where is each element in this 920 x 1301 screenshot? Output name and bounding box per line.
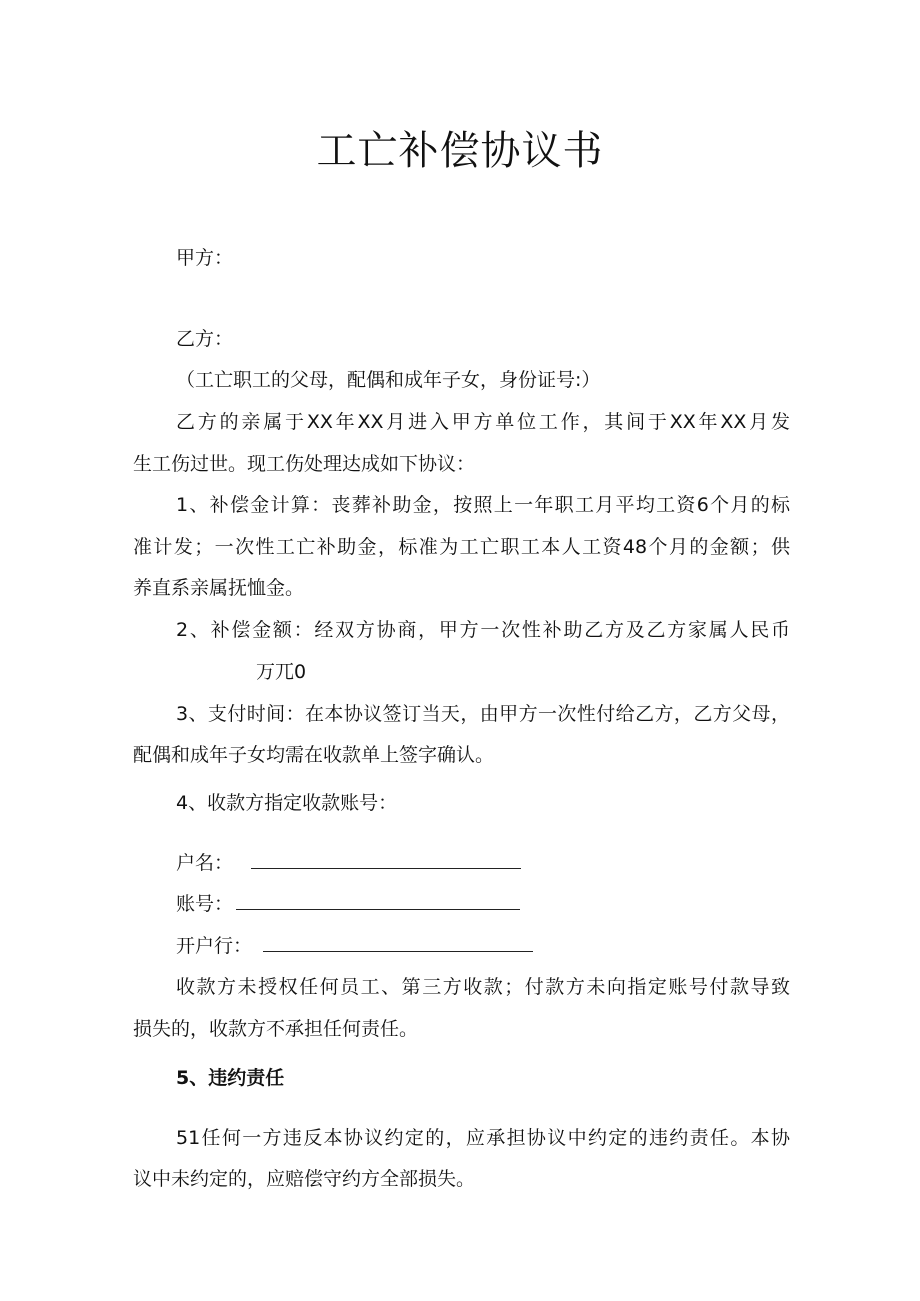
clause-5-line-2: 议中未约定的，应赔偿守约方全部损失。: [133, 1168, 476, 1190]
bank-row: [176, 932, 533, 960]
clause-3-line-2: 配偶和成年子女均需在收款单上签字确认。: [133, 744, 495, 766]
party-a-label: 甲方：: [176, 247, 234, 269]
clause-2-amount-unit: 万兀0: [256, 661, 307, 683]
account-number-blank[interactable]: [236, 890, 520, 910]
clause-4-heading: 4、收款方指定收款账号：: [176, 792, 398, 814]
account-number-row: [176, 890, 520, 918]
bank-label: 开户行：: [176, 935, 253, 957]
account-name-row: [176, 849, 521, 877]
account-name-label: 户名：: [176, 852, 234, 874]
clause-4-note-line-2: 损失的，收款方不承担任何责任。: [133, 1018, 419, 1040]
account-name-blank[interactable]: [251, 849, 521, 869]
clause-5-heading: 5、违约责任: [176, 1067, 285, 1089]
party-b-note: （工亡职工的父母，配偶和成年子女，身份证号:）: [176, 369, 601, 391]
clause-4-note-line-1: 收款方未授权任何员工、第三方收款；付款方未向指定账号付款导致: [176, 976, 790, 998]
clause-1-line-2: 准计发；一次性工亡补助金，标准为工亡职工本人工资48个月的金额；供: [133, 536, 790, 558]
account-number-label: 账号：: [176, 893, 234, 915]
intro-line-1: 乙方的亲属于XX年XX月进入甲方单位工作，其间于XX年XX月发: [176, 411, 790, 433]
document-title: 工亡补偿协议书: [316, 128, 604, 174]
clause-1-line-1: 1、补偿金计算：丧葬补助金，按照上一年职工月平均工资6个月的标: [176, 494, 790, 516]
clause-3-line-1: 3、支付时间：在本协议签订当天，由甲方一次性付给乙方，乙方父母，: [176, 703, 790, 725]
clause-2-line-1: 2、补偿金额：经双方协商，甲方一次性补助乙方及乙方家属人民币: [176, 619, 790, 641]
party-b-label: 乙方：: [176, 328, 234, 350]
intro-line-2: 生工伤过世。现工伤处理达成如下协议：: [133, 453, 476, 475]
clause-1-line-3: 养直系亲属抚恤金。: [133, 577, 305, 599]
clause-5-line-1: 51任何一方违反本协议约定的，应承担协议中约定的违约责任。本协: [176, 1127, 790, 1149]
bank-blank[interactable]: [263, 932, 533, 952]
